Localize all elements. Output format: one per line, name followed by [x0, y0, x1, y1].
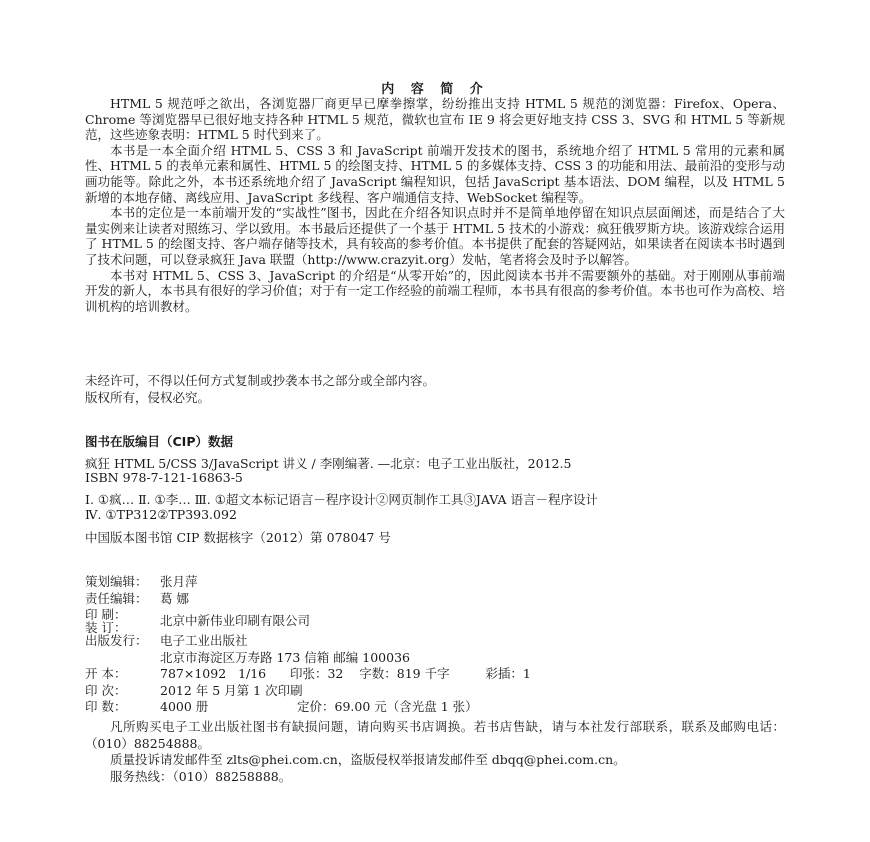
detail-row-editor [85, 589, 785, 606]
detail-value: 4000 册 [160, 699, 209, 714]
publication-details [85, 572, 785, 714]
cip-classification-codes: Ⅳ. ①TP312②TP393.092 [85, 507, 237, 522]
detail-row-copies [85, 697, 785, 714]
detail-value: 张月萍 [160, 574, 198, 589]
footer-paragraph: 服务热线：（010）88258888。 [110, 768, 292, 784]
intro-paragraph: 本书对 HTML 5、CSS 3、JavaScript 的介绍是“从零开始”的，因此阅读本书并不需要额外的基础。对于刚刚从事前端开发的新人，本书具有很好的学习价值；对于有一定工作经验的前端工程师，本书具有很高的参考价值。本书也可作为高校、培训机构的培训教材。 [85, 267, 786, 314]
detail-label: 策划编辑： [85, 574, 148, 589]
detail-value: 电子工业出版社 [160, 633, 248, 648]
intro-paragraph: HTML 5 规范呼之欲出，各浏览器厂商更早已摩拳擦掌，纷纷推出支持 HTML 5 规范的浏览器：Firefox、Opera、Chrome 等浏览器早已很好地支持各种 HTML 5 规范，微软也宣布 IE 9 将会更好地支持 CSS 3、SVG 和 HTML 5 等新规范，这些迹象表明：HTML 5 时代到来了。 [85, 96, 785, 143]
cip-verification: 中国版本图书馆 CIP 数据核字（2012）第 078047 号 [85, 530, 391, 545]
detail-row-edition [85, 681, 785, 698]
detail-value: 葛 娜 [160, 590, 189, 606]
rights-line: 未经许可，不得以任何方式复制或抄袭本书之部分或全部内容。 [85, 373, 436, 388]
rights-notice [85, 372, 435, 406]
cip-heading: 图书在版编目（CIP）数据 [85, 434, 233, 449]
rights-line: 版权所有，侵权必究。 [85, 390, 211, 405]
intro-paragraph: 本书的定位是一本前端开发的“实战性”图书，因此在介绍各知识点时并不是简单地停留在知识点层面阐述，而是结合了大量实例来让读者对照练习、学以致用。本书最后还提供了一个基于 HTML 5 技术的小游戏：疯狂俄罗斯方块。该游戏综合运用了 HTML 5 的绘图支持、客户端存储等技术，具有较高的参考价值。本书提供了配套的答疑网站，如果读者在阅读本书时遇到了技术问题，可以登录疯狂 Java 联盟（http://www.crazyit.org）发帖，笔者将会及时予以解答。 [85, 205, 785, 267]
cip-isbn: ISBN 978-7-121-16863-5 [85, 470, 243, 485]
detail-label: 责任编辑： [85, 590, 148, 606]
detail-label: 印 数： [85, 699, 127, 714]
detail-label: 印 次： [85, 682, 127, 698]
detail-value: 787×1092 1/16 印张：32 字数：819 千字 彩插：1 [160, 666, 531, 681]
cip-title-line: 疯狂 HTML 5/CSS 3/JavaScript 讲义 / 李刚编著. —北京：电子工业出版社，2012.5 [85, 456, 572, 471]
detail-row-planner [85, 572, 785, 589]
detail-row-print-binding [85, 605, 785, 635]
detail-row-publisher [85, 631, 785, 648]
cip-classification: Ⅰ. ①疯… Ⅱ. ①李… Ⅲ. ①超文本标记语言－程序设计②网页制作工具③JAVA 语言－程序设计 [85, 492, 598, 507]
intro-paragraph: 本书是一本全面介绍 HTML 5、CSS 3 和 JavaScript 前端开发技术的图书，系统地介绍了 HTML 5 常用的元素和属性、HTML 5 的表单元素和属性、HTML 5 的绘图支持、HTML 5 的多媒体支持、CSS 3 的功能和用法、最前沿的变形与动画功能等。除此之外，本书还系统地介绍了 JavaScript 编程知识，包括 JavaScript 基本语法、DOM 编程，以及 HTML 5 新增的本地存储、离线应用、JavaScript 多线程、客户端通信支持、WebSocket 编程等。 [85, 142, 785, 205]
page-title: 内 容 简 介 [381, 82, 489, 97]
footer-notice [85, 719, 785, 785]
detail-label: 出版发行： [85, 633, 148, 648]
detail-value: 北京市海淀区万寿路 173 信箱 邮编 100036 [160, 649, 410, 665]
footer-paragraph: 质量投诉请发邮件至 zlts@phei.com.cn，盗版侵权举报请发邮件至 dbqq@phei.com.cn。 [110, 752, 626, 767]
detail-label: 印 刷： [85, 607, 127, 622]
detail-value: 2012 年 5 月第 1 次印刷 [160, 682, 303, 698]
detail-label: 装 订： [85, 620, 127, 635]
detail-row-address [85, 648, 785, 665]
footer-paragraph: 凡所购买电子工业出版社图书有缺损问题，请向购买书店调换。若书店售缺，请与本社发行部联系，联系及邮购电话：（010）88254888。 [85, 719, 785, 751]
intro-section [85, 96, 785, 314]
price-value: 定价：69.00 元（含光盘 1 张） [297, 699, 478, 714]
detail-label: 开 本： [85, 666, 127, 681]
detail-row-format [85, 664, 785, 681]
detail-value: 北京中新伟业印刷有限公司 [160, 613, 311, 628]
